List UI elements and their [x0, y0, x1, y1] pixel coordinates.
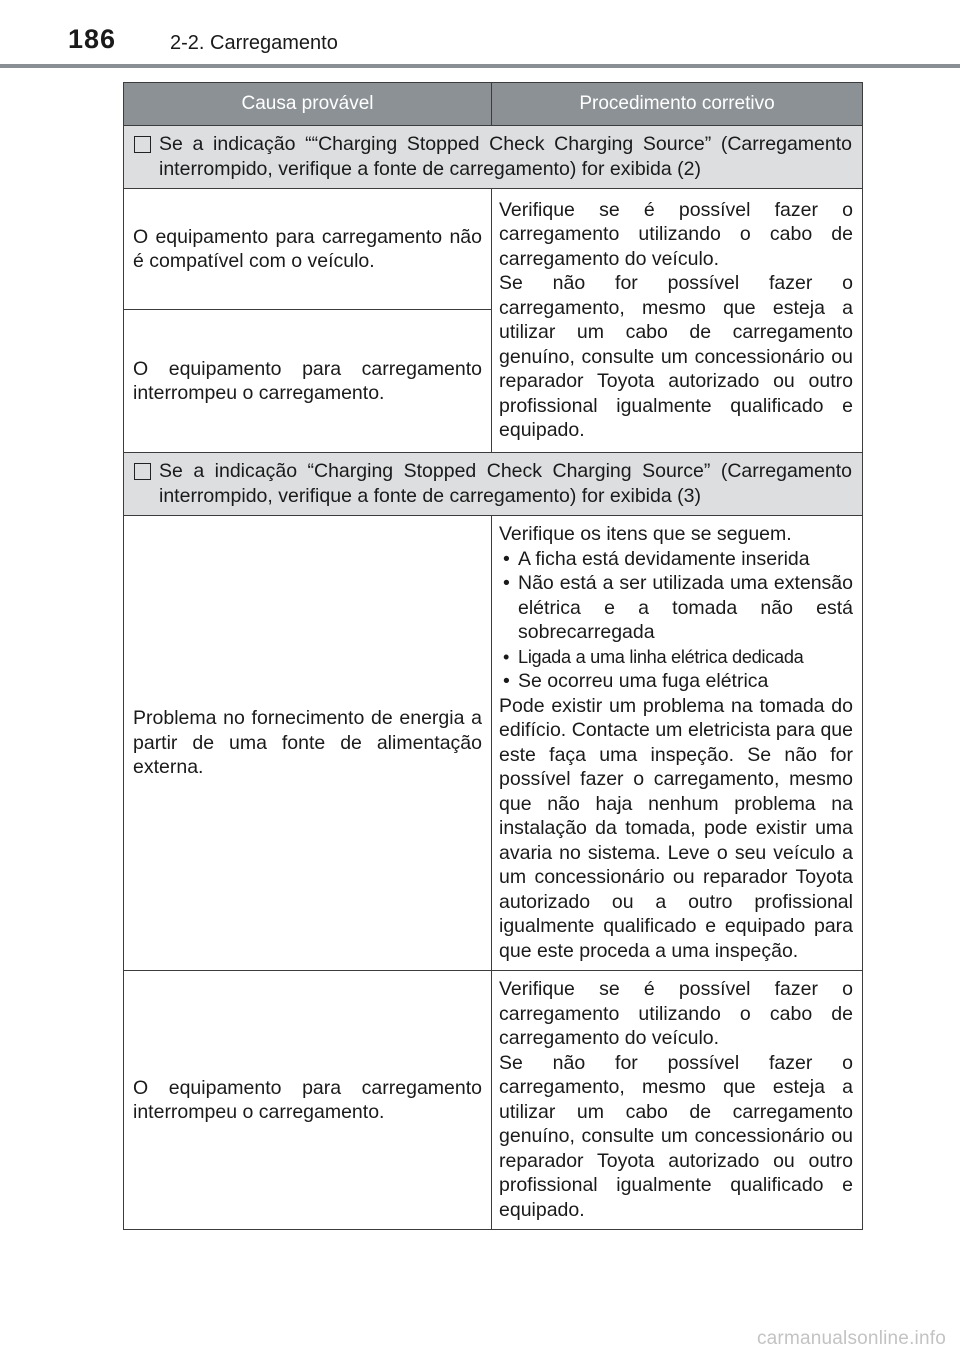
table-row — [124, 971, 863, 1230]
procedure-cell — [492, 971, 863, 1230]
procedure-text: Verifique se é possível fazer o carregamento utilizando o cabo de carregamento do veículo. — [499, 198, 853, 270]
subheading-cell — [124, 126, 863, 189]
procedure-text: Se não for possível fazer o carregamento, mesmo que esteja a utilizar um cabo de carregamento genuíno, consulte um concessionário ou reparador Toyota autorizado ou outro profissional igualmente qualificado e equipado. — [499, 1051, 853, 1221]
subheading-cell — [124, 453, 863, 516]
cause-cell: O equipamento para carregamento não é compatível com o veículo. — [124, 189, 492, 310]
page-header — [0, 0, 960, 70]
subheading-text: Se a indicação “Charging Stopped Check Charging Source” (Carregamento interrompido, verifique a fonte de carregamento) for exibida (3) — [159, 460, 852, 507]
list-item: • Se ocorreu uma fuga elétrica — [499, 669, 853, 694]
cause-cell: Problema no fornecimento de energia a partir de uma fonte de alimentação externa. — [124, 516, 492, 971]
cause-cell: O equipamento para carregamento interrompeu o carregamento. — [124, 971, 492, 1230]
column-header-cause: Causa provável — [124, 83, 492, 126]
header-rule — [0, 64, 960, 68]
procedure-text: Pode existir um problema na tomada do edifício. Contacte um eletricista para que este faça uma inspeção. Se não for possível fazer o carregamento, mesmo que não haja nenhum problema na instalação da tomada, pode existir uma avaria no sistema. Leve o seu veículo a um concessionário ou reparador Toyota autorizado ou a outro profissional igualmente qualificado e equipado para que este proceda a uma inspeção. — [499, 694, 853, 962]
troubleshooting-table — [123, 82, 863, 1230]
watermark: carmanualsonline.info — [756, 1328, 946, 1349]
list-item: • Não está a ser utilizada uma extensão elétrica e a tomada não está sobrecarregada — [499, 571, 853, 645]
cause-cell: O equipamento para carregamento interrompeu o carregamento. — [124, 310, 492, 453]
section-title: 2-2. Carregamento — [170, 32, 338, 54]
procedure-cell — [492, 189, 863, 453]
list-item: • Ligada a uma linha elétrica dedicada — [499, 645, 853, 670]
list-item: • A ficha está devidamente inserida — [499, 547, 853, 572]
column-header-procedure: Procedimento corretivo — [492, 83, 863, 126]
subheading-row — [124, 453, 863, 516]
page-number: 186 — [68, 24, 117, 54]
procedure-intro: Verifique os itens que se seguem. — [499, 523, 792, 545]
table-row — [124, 189, 863, 310]
procedure-text: Verifique se é possível fazer o carregamento utilizando o cabo de carregamento do veículo. — [499, 978, 853, 1049]
table-header-row — [124, 83, 863, 126]
check-list — [499, 547, 853, 694]
procedure-cell — [492, 516, 863, 971]
subheading-row — [124, 126, 863, 189]
checkbox-icon — [134, 136, 151, 153]
table-row — [124, 516, 863, 971]
procedure-text: Se não for possível fazer o carregamento, mesmo que esteja a utilizar um cabo de carregamento genuíno, consulte um concessionário ou reparador Toyota autorizado ou outro profissional igualmente qualificado e equipado. — [499, 272, 853, 441]
checkbox-icon — [134, 463, 151, 480]
subheading-text: Se a indicação ““Charging Stopped Check Charging Source” (Carregamento interrompido, verifique a fonte de carregamento) for exibida (2) — [159, 133, 852, 180]
